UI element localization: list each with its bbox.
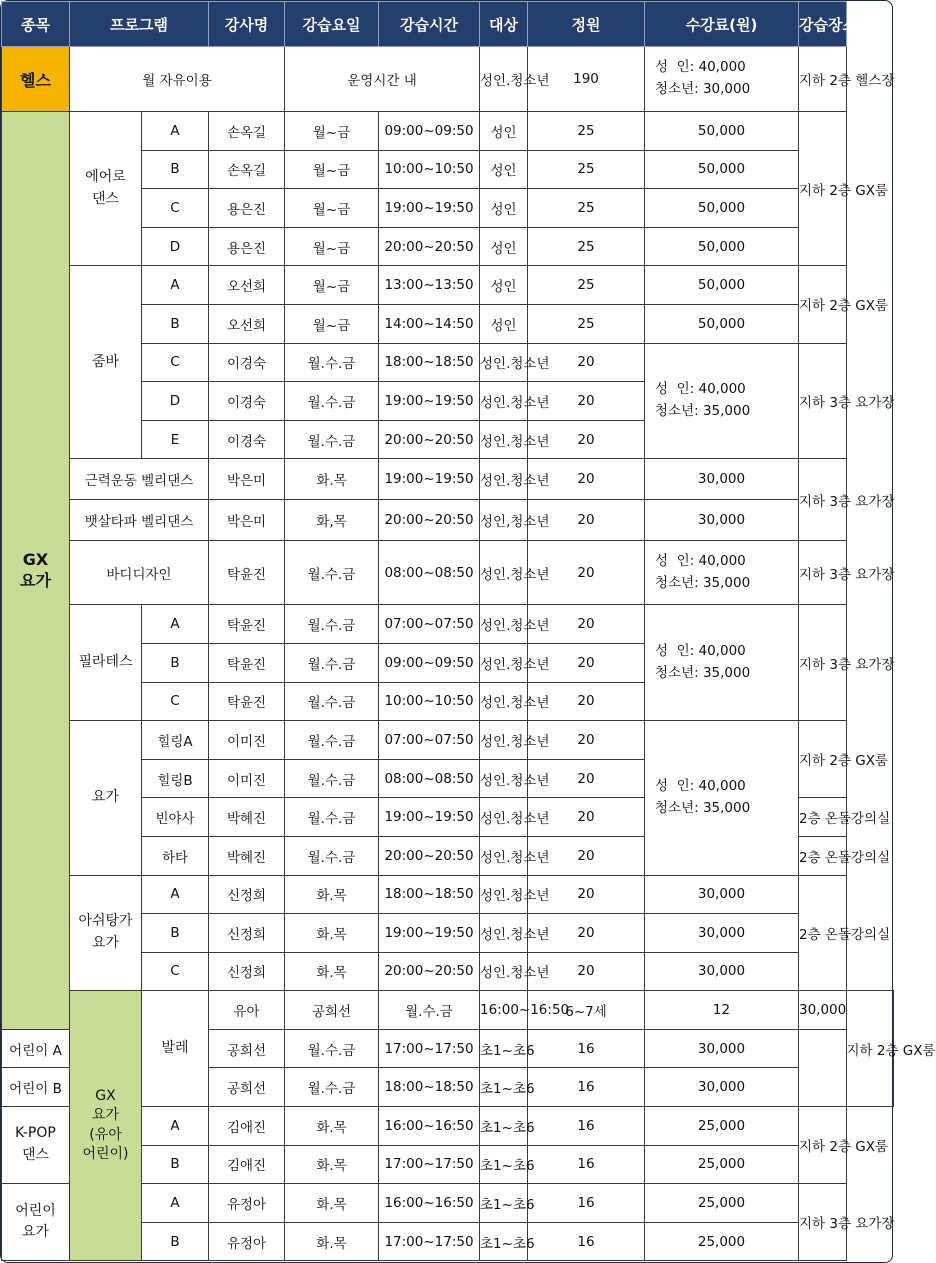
target-cell: 초1~초6: [480, 1107, 528, 1146]
category-health: 헬스: [2, 47, 70, 112]
table-row: [2, 266, 894, 305]
class-cell: C: [142, 189, 209, 228]
days-cell: 월.수.금: [379, 991, 480, 1030]
program-belly-slim: 뱃살타파 벨리댄스: [70, 500, 209, 541]
table-row: [2, 541, 894, 605]
days-cell: 화,목: [285, 500, 379, 541]
days-cell: 월.수.금: [285, 1029, 379, 1068]
days-cell: 월.수.금: [285, 721, 379, 760]
target-cell: 성인.청소년: [480, 721, 528, 760]
fee-cell: 30,000: [645, 1029, 799, 1068]
days-cell: 화.목: [285, 875, 379, 914]
instructor-cell: 공희선: [209, 1068, 285, 1107]
location-cell: 지하 2층 GX룸: [799, 1107, 847, 1184]
class-cell: 힐링B: [142, 759, 209, 798]
time-cell: 20:00~20:50: [379, 227, 480, 266]
target-cell: 성인.청소년: [480, 605, 528, 644]
instructor-cell: 이경숙: [209, 382, 285, 421]
instructor-cell: 김애진: [209, 1107, 285, 1146]
target-cell: 성인.청소년: [480, 682, 528, 721]
days-cell: 월.수.금: [285, 420, 379, 459]
instructor-cell: 손옥길: [209, 150, 285, 189]
target-cell: 성인: [480, 304, 528, 343]
category-gx-yoga: GX 요가: [2, 112, 70, 1030]
class-cell: B: [142, 150, 209, 189]
fee-cell: 성 인: 40,000 청소년: 35,000: [645, 721, 799, 875]
instructor-cell: 이미진: [209, 759, 285, 798]
fee-cell: 성 인: 40,000 청소년: 30,000: [645, 47, 799, 112]
instructor-cell: 김애진: [209, 1145, 285, 1184]
days-cell: 월.수.금: [285, 682, 379, 721]
capacity-cell: 20: [528, 798, 645, 837]
location-cell: 지하 3층 요가장: [799, 541, 847, 605]
instructor-cell: 유정아: [209, 1222, 285, 1261]
table-row: [2, 605, 894, 644]
header-capacity: 정원: [528, 2, 645, 47]
fee-cell: 25,000: [645, 1184, 799, 1223]
header-instructor: 강사명: [209, 2, 285, 47]
capacity-cell: 25: [528, 227, 645, 266]
days-cell: 월~금: [285, 227, 379, 266]
instructor-cell: 용은진: [209, 227, 285, 266]
location-cell: 2층 온돌강의실: [799, 798, 847, 837]
class-cell: A: [142, 266, 209, 305]
time-cell: 13:00~13:50: [379, 266, 480, 305]
target-cell: 성인: [480, 266, 528, 305]
days-cell: 월.수.금: [285, 643, 379, 682]
category-gx-yoga-kids: GX 요가 (유아 어린이): [70, 991, 142, 1261]
instructor-cell: 오선희: [209, 304, 285, 343]
fee-cell: 25,000: [645, 1145, 799, 1184]
target-cell: 성인.청소년: [480, 952, 528, 991]
table-row: [2, 721, 894, 760]
days-cell: 화.목: [285, 1184, 379, 1223]
instructor-cell: 이미진: [209, 721, 285, 760]
fee-cell: 25,000: [645, 1107, 799, 1146]
time-cell: 10:00~10:50: [379, 682, 480, 721]
time-cell: 19:00~19:50: [379, 914, 480, 953]
class-cell: A: [142, 112, 209, 151]
program-body-design: 바디디자인: [70, 541, 209, 605]
fee-cell: 30,000: [645, 500, 799, 541]
capacity-cell: 25: [528, 150, 645, 189]
time-cell: 16:00~16:50: [480, 991, 528, 1030]
time-cell: 07:00~07:50: [379, 605, 480, 644]
class-cell: 유아: [209, 991, 285, 1030]
instructor-cell: 유정아: [209, 1184, 285, 1223]
time-cell: 07:00~07:50: [379, 721, 480, 760]
class-cell: C: [142, 343, 209, 382]
target-cell: 초1~초6: [480, 1222, 528, 1261]
fee-cell: 성 인: 40,000 청소년: 35,000: [645, 541, 799, 605]
time-cell: 19:00~19:50: [379, 459, 480, 500]
capacity-cell: 20: [528, 500, 645, 541]
time-cell: 17:00~17:50: [379, 1222, 480, 1261]
program-ashtanga: 아쉬탕가 요가: [70, 875, 142, 991]
capacity-cell: 25: [528, 266, 645, 305]
time-cell: 08:00~08:50: [379, 759, 480, 798]
capacity-cell: 16: [528, 1145, 645, 1184]
target-cell: 6~7세: [528, 991, 645, 1030]
instructor-cell: 탁윤진: [209, 605, 285, 644]
target-cell: 성인.청소년: [480, 836, 528, 875]
days-cell: 월~금: [285, 112, 379, 151]
days-cell: 화.목: [285, 952, 379, 991]
days-cell: 월.수.금: [285, 1068, 379, 1107]
days-cell: 화.목: [285, 459, 379, 500]
class-cell: B: [142, 304, 209, 343]
target-cell: 성인.청소년: [480, 541, 528, 605]
capacity-cell: 20: [528, 382, 645, 421]
days-cell: 월.수.금: [285, 798, 379, 837]
time-cell: 16:00~16:50: [379, 1107, 480, 1146]
fee-cell: 성 인: 40,000 청소년: 35,000: [645, 343, 799, 459]
time-cell: 20:00~20:50: [379, 836, 480, 875]
table-row: [2, 459, 894, 500]
capacity-cell: 16: [528, 1029, 645, 1068]
days-cell: 월~금: [285, 189, 379, 228]
target-cell: 성인.청소년: [480, 914, 528, 953]
capacity-cell: 16: [528, 1068, 645, 1107]
class-cell: 어린이 A: [2, 1029, 70, 1068]
location-cell: 지하 2층 GX룸: [799, 266, 847, 343]
fee-cell: 30,000: [645, 875, 799, 914]
header-time: 강습시간: [379, 2, 480, 47]
target-cell: 성인.청소년: [480, 798, 528, 837]
capacity-cell: 25: [528, 304, 645, 343]
target-cell: 성인: [480, 227, 528, 266]
target-cell: 성인: [480, 112, 528, 151]
header-location: 강습장소: [799, 2, 847, 47]
time-cell: 20:00~20:50: [379, 420, 480, 459]
target-cell: 성인: [480, 189, 528, 228]
class-cell: B: [142, 914, 209, 953]
capacity-cell: 20: [528, 721, 645, 760]
header-fee: 수강료(원): [645, 2, 799, 47]
capacity-cell: 20: [528, 914, 645, 953]
time-cell: 19:00~19:50: [379, 189, 480, 228]
instructor-cell: 박혜진: [209, 798, 285, 837]
fee-cell: 50,000: [645, 112, 799, 151]
capacity-cell: 20: [528, 875, 645, 914]
days-cell: 월.수.금: [285, 343, 379, 382]
capacity-cell: 20: [528, 759, 645, 798]
days-cell: 월~금: [285, 304, 379, 343]
target-cell: 초1~초6: [480, 1068, 528, 1107]
time-cell: 20:00~20:50: [379, 500, 480, 541]
program-aerobic: 에어로 댄스: [70, 112, 142, 266]
fee-cell: 25,000: [645, 1222, 799, 1261]
capacity-cell: 20: [528, 541, 645, 605]
time-cell: 14:00~14:50: [379, 304, 480, 343]
days-cell: 월.수.금: [285, 382, 379, 421]
capacity-cell: 16: [528, 1184, 645, 1223]
instructor-cell: 박은미: [209, 459, 285, 500]
time-cell: 18:00~18:50: [379, 1068, 480, 1107]
class-cell: C: [142, 682, 209, 721]
instructor-cell: 탁윤진: [209, 643, 285, 682]
location-cell: 지하 3층 요가장: [799, 1184, 847, 1261]
capacity-cell: 20: [528, 459, 645, 500]
days-cell: 화.목: [285, 1222, 379, 1261]
capacity-cell: 12: [645, 991, 799, 1030]
time-cell: 운영시간 내: [285, 47, 480, 112]
location-cell: 2층 온돌강의실: [799, 875, 847, 991]
header-row: [2, 2, 894, 47]
fee-cell: 30,000: [645, 1068, 799, 1107]
fee-cell: 30,000: [799, 991, 847, 1030]
class-cell: B: [142, 1145, 209, 1184]
target-cell: 성인: [480, 150, 528, 189]
program-cell: 월 자유이용: [70, 47, 285, 112]
class-cell: 힐링A: [142, 721, 209, 760]
program-schedule-table: [1, 1, 936, 1261]
table-row: [2, 991, 894, 1030]
days-cell: 월.수.금: [285, 759, 379, 798]
time-cell: 10:00~10:50: [379, 150, 480, 189]
instructor-cell: 신정희: [209, 875, 285, 914]
time-cell: 19:00~19:50: [379, 798, 480, 837]
class-cell: B: [142, 1222, 209, 1261]
instructor-cell: 공희선: [209, 1029, 285, 1068]
days-cell: 월.수.금: [285, 836, 379, 875]
location-cell: 지하 3층 요가장: [799, 343, 847, 459]
header-days: 강습요일: [285, 2, 379, 47]
location-cell: 지하 2층 GX룸: [799, 112, 847, 266]
program-pilates: 필라테스: [70, 605, 142, 721]
capacity-cell: 20: [528, 682, 645, 721]
target-cell: 성인,청소년: [480, 500, 528, 541]
fee-cell: 50,000: [645, 150, 799, 189]
instructor-cell: 손옥길: [209, 112, 285, 151]
fee-cell: 50,000: [645, 227, 799, 266]
class-cell: A: [142, 1107, 209, 1146]
capacity-cell: 20: [528, 643, 645, 682]
days-cell: 월.수.금: [285, 541, 379, 605]
class-cell: A: [142, 875, 209, 914]
target-cell: 성인.청소년: [480, 875, 528, 914]
class-cell: 어린이 B: [2, 1068, 70, 1107]
time-cell: 17:00~17:50: [379, 1029, 480, 1068]
time-cell: 17:00~17:50: [379, 1145, 480, 1184]
time-cell: 20:00~20:50: [379, 952, 480, 991]
capacity-cell: 20: [528, 420, 645, 459]
class-cell: C: [142, 952, 209, 991]
class-cell: B: [142, 643, 209, 682]
capacity-cell: 20: [528, 836, 645, 875]
fee-cell: 성 인: 40,000 청소년: 35,000: [645, 605, 799, 721]
fee-cell: 50,000: [645, 304, 799, 343]
time-cell: 16:00~16:50: [379, 1184, 480, 1223]
location-cell: 지하 2층 헬스장: [799, 47, 847, 112]
table-row: [2, 47, 894, 112]
capacity-cell: 25: [528, 112, 645, 151]
target-cell: 성인.청소년: [480, 459, 528, 500]
instructor-cell: 오선희: [209, 266, 285, 305]
capacity-cell: 16: [528, 1222, 645, 1261]
time-cell: 09:00~09:50: [379, 643, 480, 682]
fee-cell: 30,000: [645, 459, 799, 500]
class-cell: D: [142, 382, 209, 421]
location-cell: 지하 2층 GX룸: [846, 991, 894, 1107]
capacity-cell: 20: [528, 605, 645, 644]
target-cell: 초1~초6: [480, 1029, 528, 1068]
target-cell: 초1~초6: [480, 1184, 528, 1223]
fee-cell: 50,000: [645, 189, 799, 228]
fee-cell: 30,000: [645, 914, 799, 953]
program-belly-strength: 근력운동 벨리댄스: [70, 459, 209, 500]
program-kids-yoga: 어린이 요가: [2, 1184, 70, 1261]
capacity-cell: 20: [528, 952, 645, 991]
days-cell: 화.목: [285, 914, 379, 953]
capacity-cell: 25: [528, 189, 645, 228]
class-cell: A: [142, 1184, 209, 1223]
time-cell: 18:00~18:50: [379, 875, 480, 914]
class-cell: 빈야사: [142, 798, 209, 837]
instructor-cell: 탁윤진: [209, 541, 285, 605]
target-cell: 성인.청소년: [480, 420, 528, 459]
days-cell: 화.목: [285, 1145, 379, 1184]
program-kpop: K-POP 댄스: [2, 1107, 70, 1184]
table-row: [2, 112, 894, 151]
time-cell: 18:00~18:50: [379, 343, 480, 382]
instructor-cell: 박혜진: [209, 836, 285, 875]
time-cell: 09:00~09:50: [379, 112, 480, 151]
instructor-cell: 이경숙: [209, 343, 285, 382]
instructor-cell: 용은진: [209, 189, 285, 228]
instructor-cell: 신정희: [209, 914, 285, 953]
fee-cell: 30,000: [645, 952, 799, 991]
time-cell: 08:00~08:50: [379, 541, 480, 605]
capacity-cell: 16: [528, 1107, 645, 1146]
target-cell: 성인.청소년: [480, 759, 528, 798]
class-cell: E: [142, 420, 209, 459]
days-cell: 월.수.금: [285, 605, 379, 644]
days-cell: 월~금: [285, 150, 379, 189]
class-cell: A: [142, 605, 209, 644]
instructor-cell: 신정희: [209, 952, 285, 991]
instructor-cell: 탁윤진: [209, 682, 285, 721]
class-cell: D: [142, 227, 209, 266]
target-cell: 성인.청소년: [480, 643, 528, 682]
location-cell: 지하 3층 요가장: [799, 459, 847, 541]
instructor-cell: 이경숙: [209, 420, 285, 459]
capacity-cell: 190: [528, 47, 645, 112]
header-target: 대상: [480, 2, 528, 47]
fee-cell: 50,000: [645, 266, 799, 305]
program-yoga: 요가: [70, 721, 142, 875]
program-ballet: 발레: [142, 991, 209, 1107]
days-cell: 화.목: [285, 1107, 379, 1146]
location-cell: 2층 온돌강의실: [799, 836, 847, 875]
capacity-cell: 20: [528, 343, 645, 382]
class-cell: 하타: [142, 836, 209, 875]
target-cell: 성인.청소년: [480, 382, 528, 421]
days-cell: 월~금: [285, 266, 379, 305]
table-row: [2, 500, 894, 541]
target-cell: 초1~초6: [480, 1145, 528, 1184]
table-row: [2, 875, 894, 914]
instructor-cell: 공희선: [285, 991, 379, 1030]
location-cell: 지하 3층 요가장: [799, 605, 847, 721]
header-program: 프로그램: [70, 2, 209, 47]
program-zumba: 줌바: [70, 266, 142, 459]
target-cell: 성인.청소년: [480, 47, 528, 112]
instructor-cell: 박은미: [209, 500, 285, 541]
target-cell: 성인.청소년: [480, 343, 528, 382]
time-cell: 19:00~19:50: [379, 382, 480, 421]
location-cell: 지하 2층 GX룸: [799, 721, 847, 798]
header-category: 종목: [2, 2, 70, 47]
